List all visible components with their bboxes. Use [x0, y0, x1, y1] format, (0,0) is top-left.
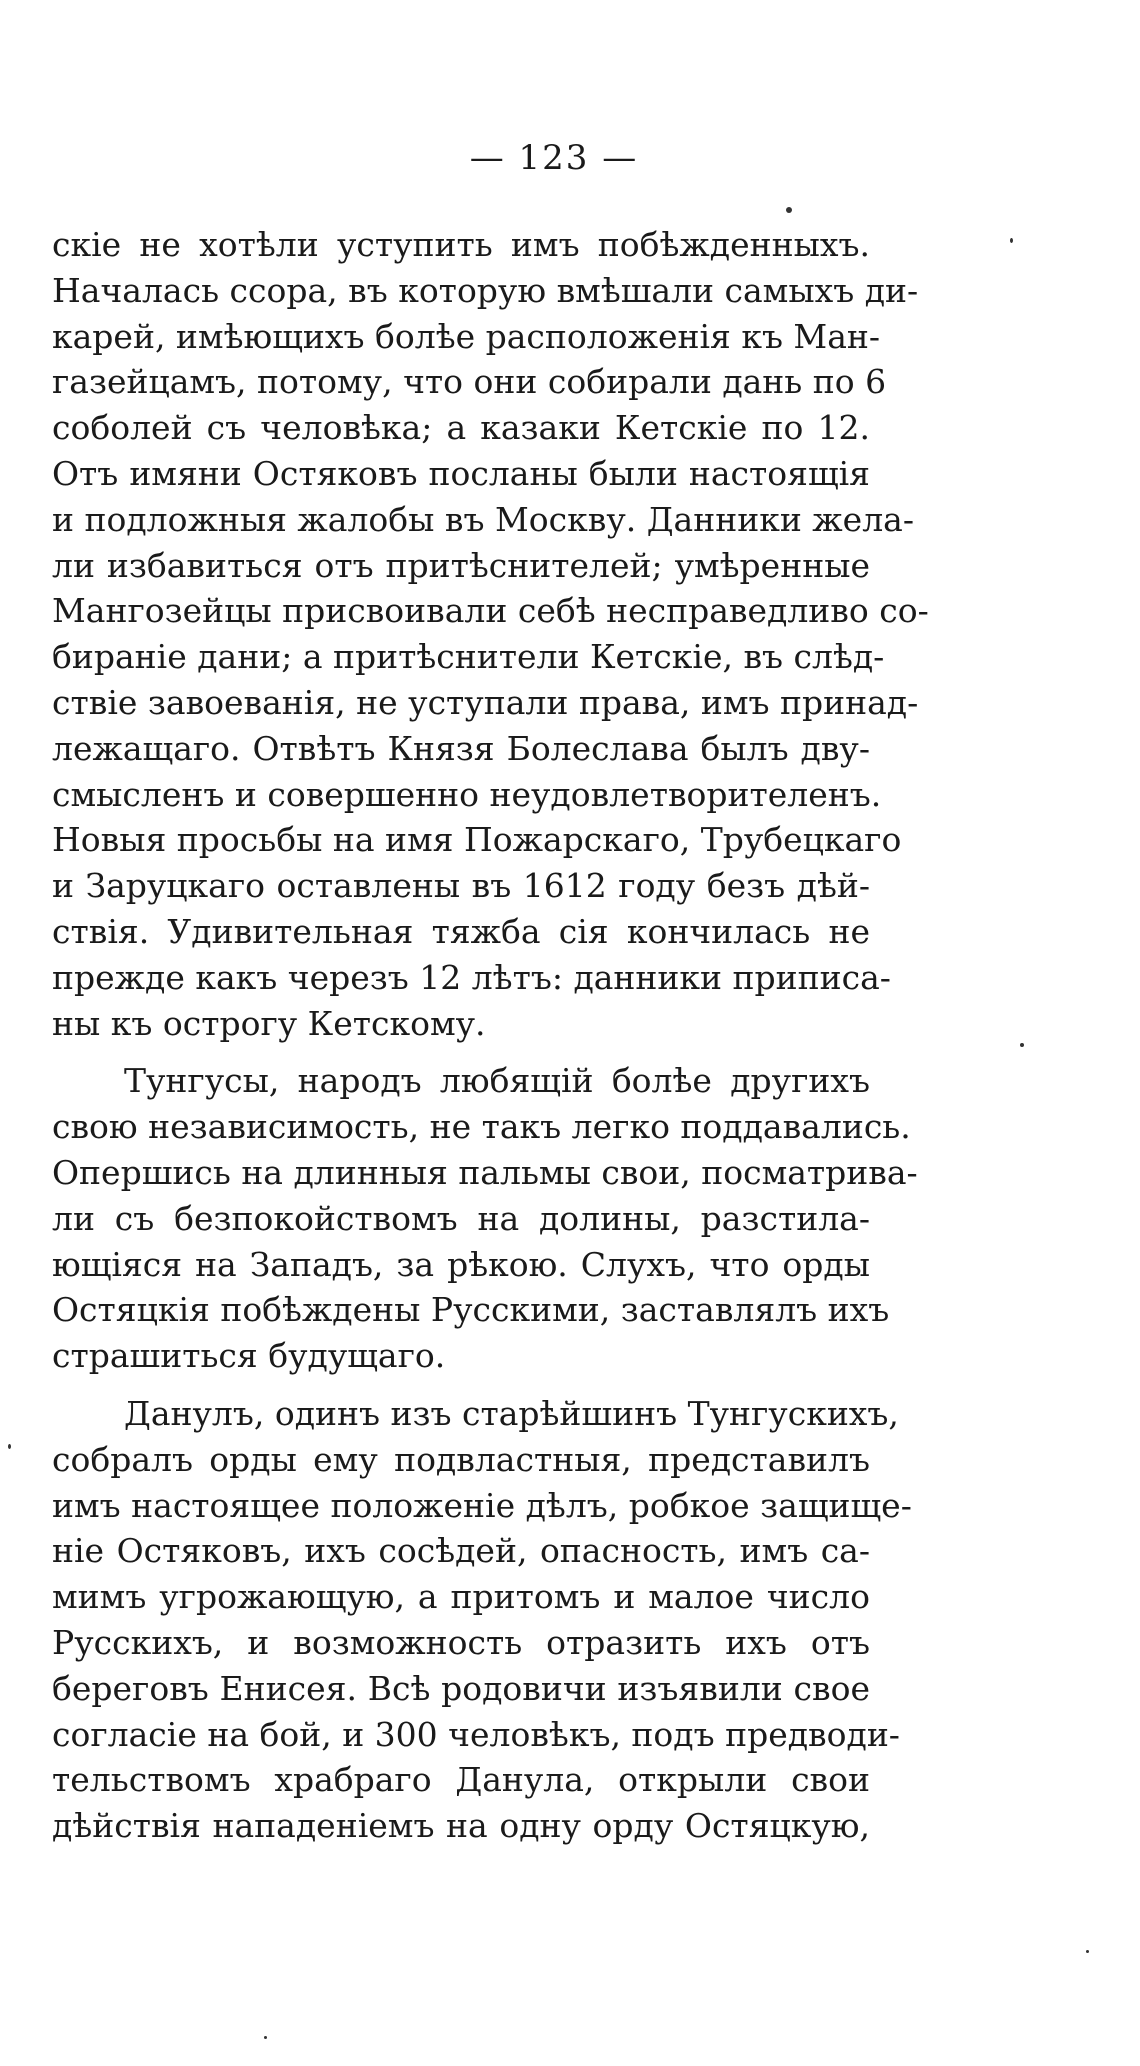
scan-speck	[8, 1444, 11, 1449]
text-line: Русскихъ, и возможность отразить ихъ отъ	[52, 1622, 870, 1662]
scan-speck	[1020, 1043, 1024, 1047]
text-line: Опершись на длинныя пальмы свои, посматрива-	[52, 1152, 918, 1192]
text-line: ющіяся на Западъ, за рѣкою. Слухъ, что орды	[52, 1244, 870, 1284]
text-line: и Заруцкаго оставлены въ 1612 году безъ дѣй-	[52, 866, 870, 906]
text-line: ніе Остяковъ, ихъ сосѣдей, опасность, имъ са-	[52, 1531, 870, 1571]
text-line: Мангозейцы присвоивали себѣ несправедливо со-	[52, 591, 929, 631]
scan-speck	[1010, 238, 1013, 243]
text-line: береговъ Енисея. Всѣ родовичи изъявили свое	[52, 1668, 870, 1708]
text-line: Тунгусы, народъ любящій болѣе другихъ	[124, 1061, 870, 1101]
text-line: ли избавиться отъ притѣснителей; умѣренные	[52, 545, 870, 585]
text-line: прежде какъ черезъ 12 лѣтъ: данники приписа-	[52, 957, 891, 997]
paragraph	[52, 222, 929, 1046]
text-line: ствіе завоеванія, не уступали права, имъ принад-	[52, 682, 919, 722]
paragraph	[52, 1391, 912, 1849]
text-line: Новыя просьбы на имя Пожарскаго, Трубецкаго	[52, 820, 902, 860]
text-line: страшиться будущаго.	[52, 1336, 446, 1376]
text-line: мимъ угрожающую, а притомъ и малое число	[52, 1577, 870, 1617]
paragraph-spacer	[52, 1379, 870, 1391]
scan-speck	[264, 2036, 267, 2039]
text-line: дѣйствія нападеніемъ на одну орду Остяцкую,	[52, 1806, 870, 1846]
paragraph-spacer	[52, 1046, 870, 1058]
text-line: бираніе дани; а притѣснители Кетскіе, въ слѣд-	[52, 637, 885, 677]
text-line: Данулъ, одинъ изъ старѣйшинъ Тунгускихъ,	[124, 1393, 899, 1433]
text-line: лежащаго. Отвѣтъ Князя Болеслава былъ дву-	[52, 728, 870, 768]
text-line: ствія. Удивительная тяжба сія кончилась не	[52, 911, 870, 951]
scan-speck	[786, 207, 792, 213]
text-line: скіе не хотѣли уступить имъ побѣжденныхъ.	[52, 225, 870, 264]
text-line: ны къ острогу Кетскому.	[52, 1003, 486, 1043]
text-line: тельствомъ храбраго Данула, открыли свои	[52, 1760, 870, 1800]
text-line: смысленъ и совершенно неудовлетворителенъ.	[52, 774, 882, 814]
scan-speck	[1086, 1950, 1089, 1953]
text-line: согласіе на бой, и 300 человѣкъ, подъ предводи-	[52, 1714, 900, 1754]
text-line: Началась ссора, въ которую вмѣшали самыхъ ди-	[52, 270, 919, 310]
page-body	[52, 222, 929, 1849]
text-line: и подложныя жалобы въ Москву. Данники жела-	[52, 499, 914, 539]
page-number: — 123 —	[469, 138, 639, 178]
text-line: имъ настоящее положеніе дѣлъ, робкое защище-	[52, 1485, 912, 1525]
text-line: газейцамъ, потому, что они собирали дань по 6	[52, 362, 887, 402]
text-line: ли съ безпокойствомъ на долины, разстила-	[52, 1198, 870, 1238]
text-line: Остяцкія побѣждены Русскими, заставлялъ ихъ	[52, 1290, 890, 1330]
text-line: Отъ имяни Остяковъ посланы были настоящія	[52, 453, 870, 493]
text-line: соболей съ человѣка; а казаки Кетскіе по 12.	[52, 408, 870, 448]
text-line: собралъ орды ему подвластныя, представилъ	[52, 1439, 870, 1479]
text-line: карей, имѣющихъ болѣе расположенія къ Ман-	[52, 316, 881, 356]
text-line: свою независимость, не такъ легко поддавались.	[52, 1107, 911, 1147]
paragraph	[52, 1058, 918, 1379]
